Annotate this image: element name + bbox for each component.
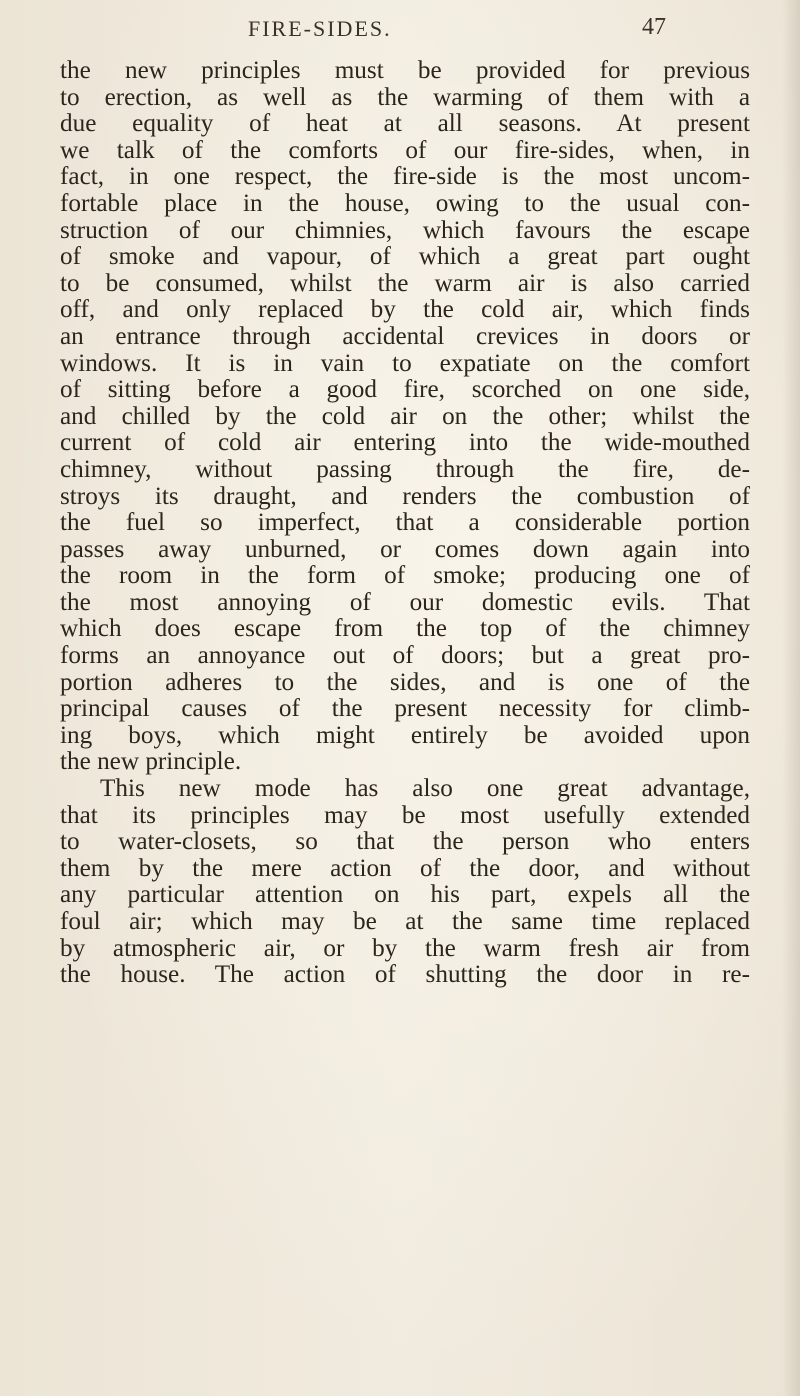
running-head — [248, 16, 668, 44]
text-line: which does escape from the top of the chimney — [60, 615, 750, 643]
text-line: windows. It is in vain to expatiate on the comfort — [60, 349, 750, 377]
text-line: and chilled by the cold air on the other; whilst the — [60, 402, 750, 430]
text-line: due equality of heat at all seasons. At present — [60, 110, 750, 138]
page-edge-shadow — [782, 0, 800, 1396]
body-text — [60, 58, 750, 989]
page-number: 47 — [642, 14, 666, 40]
text-line: we talk of the comforts of our fire-sides, when, in — [60, 136, 750, 164]
text-line: portion adheres to the sides, and is one of the — [60, 668, 750, 696]
text-line: that its principles may be most usefully extended — [60, 801, 750, 829]
text-line: ing boys, which might entirely be avoided upon — [60, 721, 750, 749]
text-line: off, and only replaced by the cold air, which finds — [60, 296, 750, 324]
text-line: them by the mere action of the door, and without — [60, 854, 750, 882]
text-line: to water-closets, so that the person who enters — [60, 828, 750, 856]
text-line: to erection, as well as the warming of them with a — [60, 83, 750, 111]
running-title: FIRE-SIDES. — [248, 16, 392, 41]
text-line: principal causes of the present necessity for climb- — [60, 695, 750, 723]
text-line: an entrance through accidental crevices in doors or — [60, 322, 750, 350]
text-line: of smoke and vapour, of which a great part ought — [60, 243, 750, 271]
text-line: fact, in one respect, the fire-side is the most uncom- — [60, 163, 750, 191]
text-line: to be consumed, whilst the warm air is also carried — [60, 269, 750, 297]
text-line: stroys its draught, and renders the combustion of — [60, 482, 750, 510]
text-line: chimney, without passing through the fire, de- — [60, 455, 750, 483]
text-line: the new principle. — [60, 748, 242, 776]
text-line: the most annoying of our domestic evils. That — [60, 588, 750, 616]
text-line: fortable place in the house, owing to the usual con- — [60, 189, 750, 217]
text-line: the new principles must be provided for previous — [60, 57, 750, 84]
text-line: current of cold air entering into the wide-mouthed — [60, 429, 750, 457]
text-line: of sitting before a good fire, scorched on one side, — [60, 376, 750, 404]
paragraph-first-line: This new mode has also one great advantage, — [100, 775, 750, 803]
text-line: by atmospheric air, or by the warm fresh air from — [60, 934, 750, 962]
text-line: the fuel so imperfect, that a considerable portion — [60, 509, 750, 537]
text-line: passes away unburned, or comes down again into — [60, 535, 750, 563]
text-line: struction of our chimnies, which favours the escape — [60, 216, 750, 244]
text-line: any particular attention on his part, expels all the — [60, 881, 750, 909]
text-line: forms an annoyance out of doors; but a great pro- — [60, 642, 750, 670]
text-line: the house. The action of shutting the door in re- — [60, 961, 750, 989]
text-line: the room in the form of smoke; producing one of — [60, 562, 750, 590]
text-line: foul air; which may be at the same time replaced — [60, 908, 750, 935]
